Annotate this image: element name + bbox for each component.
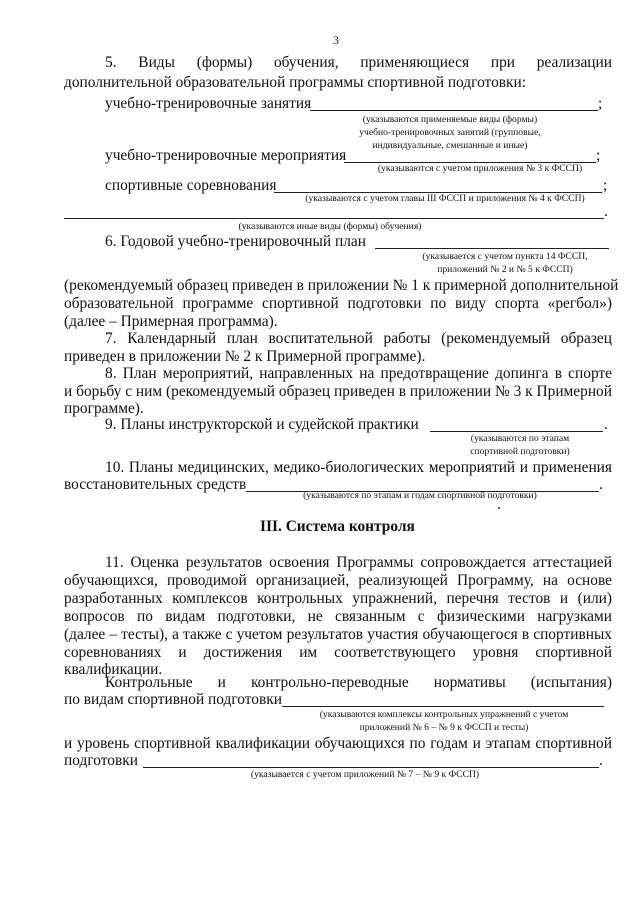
section6-note-1: (указывается с учетом пункта 14 ФССП, bbox=[422, 251, 588, 262]
competitions-note: (указываются с учетом главы III ФССП и приложения № 4 к ФССП) bbox=[305, 193, 585, 204]
training-sessions-note-1: (указываются применяемые виды (формы) bbox=[362, 114, 538, 125]
annual-plan-blank bbox=[375, 248, 609, 249]
training-sessions-label: учебно-тренировочные занятия bbox=[105, 95, 312, 112]
section5-line2: дополнительной образовательной программы спортивной подготовки: bbox=[64, 74, 527, 91]
section11-line6: соревнованиях и достижения им соответствующего уровня спортивной bbox=[64, 644, 612, 661]
scan-speck bbox=[498, 507, 500, 509]
normatives-label: по видам спортивной подготовки bbox=[64, 691, 282, 708]
normatives-blank bbox=[282, 706, 604, 707]
section11-line5: (далее – тесты), а также с учетом результатов участия обучающегося в спортивных bbox=[64, 626, 612, 643]
section11-line4: вопросов по видам подготовки, не связанным с физическими нагрузками bbox=[64, 608, 612, 625]
semicolon: ; bbox=[596, 147, 601, 164]
semicolon: ; bbox=[603, 177, 608, 194]
competitions-label: спортивные соревнования bbox=[105, 177, 277, 194]
section9-note-2: спортивной подготовки) bbox=[470, 446, 570, 457]
qualification-note: (указывается с учетом приложений № 7 – № 9 к ФССП) bbox=[250, 769, 480, 780]
other-forms-blank bbox=[64, 218, 604, 219]
normatives-note-1: (указываются комплексы контрольных упражнений с учетом bbox=[319, 709, 569, 720]
section6-label: 6. Годовой учебно-тренировочный план bbox=[105, 233, 366, 250]
section8-line1: 8. План мероприятий, направленных на предотвращение допинга в спорте bbox=[105, 365, 612, 382]
period: . bbox=[599, 752, 603, 769]
section-heading-number: III. bbox=[260, 518, 282, 535]
qualification-label: подготовки bbox=[64, 752, 138, 769]
section6-line2: (рекомендуемый образец приведен в приложении № 1 к примерной дополнительной bbox=[64, 277, 619, 294]
period: . bbox=[604, 203, 608, 220]
section11-line3: разработанных комплексов контрольных упражнений, перечня тестов и (или) bbox=[64, 590, 612, 607]
section7-line2: приведен в приложении № 2 к Примерной программе). bbox=[64, 348, 426, 365]
normatives-line1: Контрольные и контрольно-переводные нормативы (испытания) bbox=[105, 674, 612, 691]
section10-line1: 10. Планы медицинских, медико-биологических мероприятий и применения bbox=[105, 459, 612, 476]
qualification-line1: и уровень спортивной квалификации обучающихся по годам и этапам спортивной bbox=[64, 735, 612, 752]
training-events-label: учебно-тренировочные мероприятия bbox=[105, 147, 347, 164]
qualification-blank bbox=[143, 767, 599, 768]
section-heading bbox=[260, 518, 415, 536]
section10-label: восстановительных средств bbox=[64, 476, 247, 493]
semicolon: ; bbox=[598, 95, 603, 112]
section8-line3: программе). bbox=[64, 400, 144, 417]
section-heading-title: Система контроля bbox=[285, 518, 415, 535]
page-number: 3 bbox=[333, 33, 339, 47]
other-forms-note: (указываются иные виды (формы) обучения) bbox=[238, 221, 422, 232]
section6-line4: (далее – Примерная программа). bbox=[64, 313, 278, 330]
section9-note-1: (указываются по этапам bbox=[470, 433, 570, 444]
section10-note: (указываются по этапам и годам спортивной подготовки) bbox=[303, 490, 537, 501]
section6-line3: образовательной программе спортивной подготовки по виду спорта «регбол») bbox=[64, 295, 612, 312]
section6-note-2: приложений № 2 и № 5 к ФССП) bbox=[437, 264, 573, 275]
training-events-note: (указываются с учетом приложения № 3 к ФССП) bbox=[377, 163, 583, 174]
section9-label: 9. Планы инструкторской и судейской практики bbox=[105, 416, 419, 433]
section5-line1: 5. Виды (формы) обучения, применяющиеся при реализации bbox=[105, 54, 612, 71]
section11-line2: обучающихся, проводимой организацией, реализующей Программу, на основе bbox=[64, 572, 612, 589]
practice-plans-blank bbox=[430, 431, 603, 432]
period: . bbox=[604, 416, 608, 433]
section8-line2: и борьбу с ним (рекомендуемый образец приведен в приложении № 3 к Примерной bbox=[64, 383, 612, 400]
section7-line1: 7. Календарный план воспитательной работы (рекомендуемый образец bbox=[105, 330, 612, 347]
section11-line1: 11. Оценка результатов освоения Программы сопровождается аттестацией bbox=[105, 554, 612, 571]
training-sessions-note-3: индивидуальные, смешанные и иные) bbox=[372, 140, 528, 151]
period: . bbox=[599, 476, 603, 493]
section11-line7: квалификации. bbox=[64, 661, 163, 678]
training-sessions-blank bbox=[310, 110, 598, 111]
training-sessions-note-2: учебно-тренировочных занятий (групповые, bbox=[359, 127, 541, 138]
normatives-note-2: приложений № 6 – № 9 к ФССП и тесты) bbox=[359, 722, 529, 733]
